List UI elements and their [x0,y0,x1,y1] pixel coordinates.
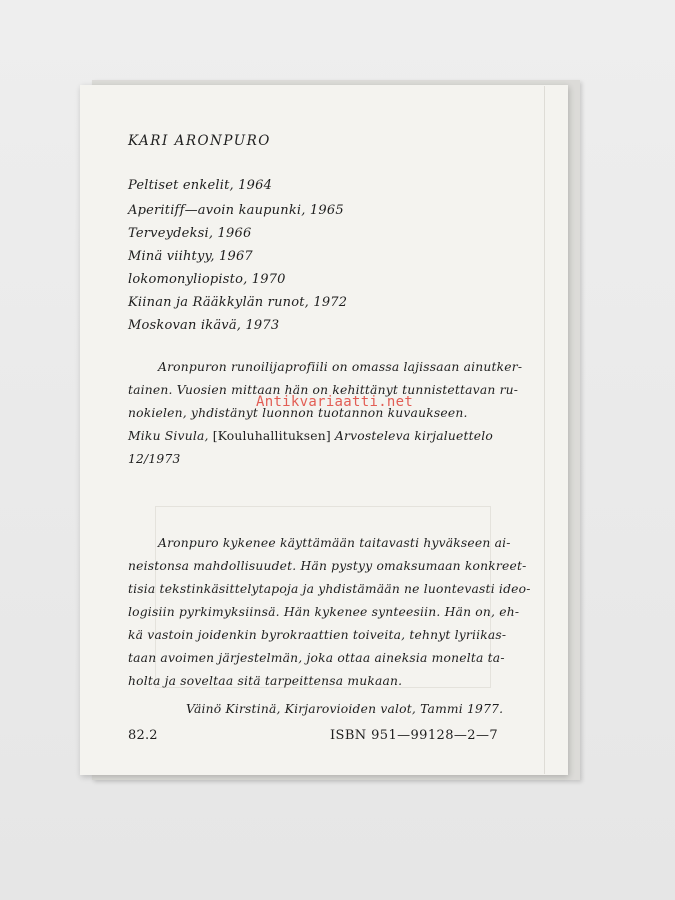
review1-source-date: 12/1973 [128,452,181,466]
review2-line: logisiin pyrkimyksiinsä. Hän kykenee synteesiin. Hän on, eh- [128,605,520,619]
review2-source: Väinö Kirstinä, Kirjarovioiden valot, Tammi 1977. [186,702,504,716]
review1-line: tainen. Vuosien mittaan hän on kehittänyt tunnistettavan ru- [128,383,519,397]
author-name: KARI ARONPURO [128,133,271,149]
work-title: lokomonyliopisto, 1970 [128,272,286,287]
review1-source [128,425,493,448]
classification-code: 82.2 [128,728,158,743]
review2-line: taan avoimen järjestelmän, joka ottaa aineksia monelta ta- [128,651,505,665]
watermark-logo: Antikvariaatti.net [256,394,414,410]
work-title: Kiinan ja Rääkkylän runot, 1972 [128,295,348,310]
review2-line: holta ja soveltaa sitä tarpeittensa mukaan. [128,674,403,688]
work-title: Peltiset enkelit, 1964 [128,178,273,193]
review1-line: nokielen, yhdistänyt luonnon tuotannon kuvaukseen. [128,406,468,420]
review2-line: kä vastoin joidenkin byrokraattien toiveita, tehnyt lyriikas- [128,628,507,642]
review2-line: neistonsa mahdollisuudet. Hän pystyy omaksumaan konkreet- [128,559,527,573]
review1-source-bracket: [Kouluhallituksen] [212,429,331,443]
review2-line: Aronpuro kykenee käyttämään taitavasti hyväkseen ai- [158,536,511,550]
isbn: ISBN 951—99128—2—7 [330,728,499,743]
work-title: Aperitiff—avoin kaupunki, 1965 [128,203,344,218]
review1-source-publication: Arvosteleva kirjaluettelo [330,429,494,443]
work-title: Terveydeksi, 1966 [128,226,252,241]
review2-line: tisia tekstinkäsittelytapoja ja yhdistämään ne luontevasti ideo- [128,582,531,596]
review1-line: Aronpuron runoilijaprofiili on omassa lajissaan ainutker- [158,360,523,374]
work-title: Minä viihtyy, 1967 [128,249,253,264]
work-title: Moskovan ikävä, 1973 [128,318,280,333]
review1-source-author: Miku Sivula, [128,429,213,443]
cover-fold-line [544,86,545,774]
